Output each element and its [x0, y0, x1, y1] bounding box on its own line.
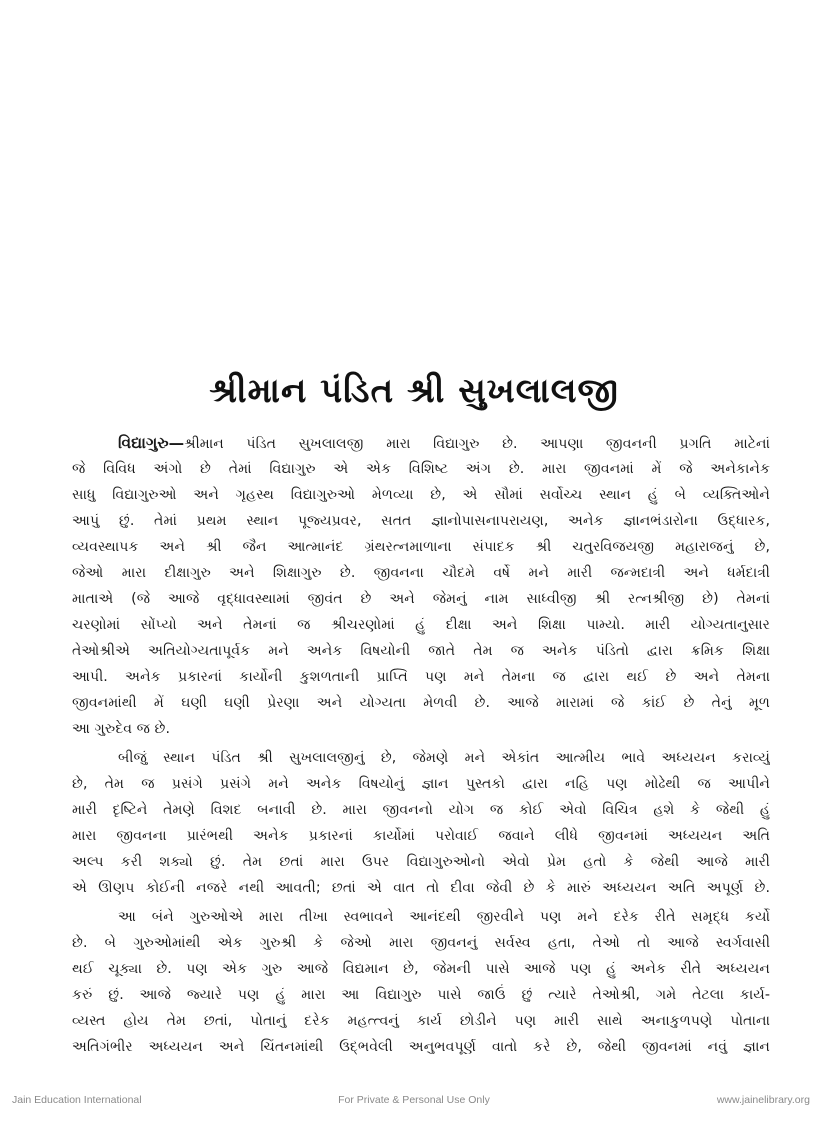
paragraph-line: વિદ્યાગુરુ—શ્રીમાન પંડિત સુખલાલજી મારા વિદ્યાગુરુ છે. આપણા જીવનની પ્રગતિ માટેનાં [118, 434, 770, 452]
paragraph-line: તેઓશ્રીએ અતિયોગ્યતાપૂર્વક મને અનેક વિષયોની જાતે તેમ જ અનેક પંડિતો દ્વારા ક્રમિક શિક્ષા [72, 643, 770, 659]
paragraph-line: છે. બે ગુરુઓમાંથી એક ગુરુશ્રી કે જેઓ મારા જીવનનું સર્વસ્વ હતા, તેઓ તો આજે સ્વર્ગવાસી [72, 935, 770, 951]
footer-usage-notice: For Private & Personal Use Only [338, 1094, 490, 1106]
paragraph-line: માતાએ (જે આજે વૃદ્ધાવસ્થામાં જીવંત છે અને જેમનું નામ સાધ્વીજી શ્રી રત્નશ્રીજી છે) તેમનાં [72, 591, 770, 607]
paragraph-line: સાધુ વિદ્યાગુરુઓ અને ગૃહસ્થ વિદ્યાગુરુઓ મેળવ્યા છે, એ સૌમાં સર્વોચ્ચ સ્થાન હું બે વ્યક્તિઓને [72, 487, 770, 503]
paragraph-line: મારી દૃષ્ટિને તેમણે વિશદ બનાવી છે. મારા જીવનનો યોગ જ કોઈ એવો વિચિત્ર હશે કે જેથી હું [72, 802, 770, 818]
website-link[interactable]: www.jainelibrary.org [716, 1094, 810, 1106]
footer-publisher: Jain Education International [12, 1094, 142, 1106]
paragraph-line: બીજું સ્થાન પંડિત શ્રી સુખલાલજીનું છે, જેમણે મને એકાંત આત્મીય ભાવે અધ્યયન કરાવ્યું [118, 750, 770, 766]
paragraph-line: અતિગંભીર અધ્યયન અને ચિંતનમાંથી ઉદ્ભવેલી અનુભવપૂર્ણ વાતો કરે છે, જેથી જીવનમાં નવું જ્ઞાન [72, 1039, 770, 1055]
paragraph-line: આ બંને ગુરુઓએ મારા તીખા સ્વભાવને આનંદથી જીરવીને પણ મને દરેક રીતે સમૃદ્ધ કર્યો [118, 909, 770, 925]
paragraph-1 [72, 430, 770, 742]
paragraph-line: અલ્પ કરી શક્યો છું. તેમ છતાં મારા ઉપર વિદ્યાગુરુઓનો એવો પ્રેમ હતો કે જેથી આજે મારી [72, 854, 770, 870]
paragraph-line: વ્યસ્ત હોય તેમ છતાં, પોતાનું દરેક મહત્ત્વનું કાર્ય છોડીને પણ મારી સાથે અનાકુળપણે પોતાના [72, 1013, 770, 1029]
paragraph-line: જીવનમાંથી મેં ઘણી ઘણી પ્રેરણા અને યોગ્યતા મેળવી છે. આજે મારામાં જે કાંઈ છે તેનું મૂળ [72, 695, 770, 711]
paragraph-line: વ્યવસ્થાપક અને શ્રી જૈન આત્માનંદ ગ્રંથરત્નમાળાના સંપાદક શ્રી ચતુરવિજયજી મહારાજનું છે, [72, 539, 770, 555]
page-footer [0, 1092, 828, 1112]
paragraph-line: છે, તેમ જ પ્રસંગે પ્રસંગે મને અનેક વિષયોનું જ્ઞાન પુસ્તકો દ્વારા નહિ પણ મોઢેથી જ આપીને [72, 776, 770, 792]
paragraph-line: આપી. અનેક પ્રકારનાં કાર્યોની કુશળતાની પ્રાપ્તિ પણ મને તેમના જ દ્વારા થઈ છે અને તેમના [72, 669, 770, 685]
page-title: શ્રીમાન પંડિત શ્રી સુખલાલજી [209, 371, 619, 411]
paragraph-line: મારા જીવનના પ્રારંભથી અનેક પ્રકારનાં કાર્યોમાં પરોવાઈ જવાને લીધે જીવનમાં અધ્યયન અતિ [72, 828, 770, 844]
paragraph-line: જે વિવિધ અંગો છે તેમાં વિદ્યાગુરુ એ એક વિશિષ્ટ અંગ છે. મારા જીવનમાં મેં જે અનેકાનેક [72, 461, 770, 477]
paragraph-line: કરું છું. આજે જ્યારે પણ હું મારા આ વિદ્યાગુરુ પાસે જાઉં છું ત્યારે તેઓશ્રી, ગમે તેટલા કાર્ય- [72, 987, 770, 1003]
paragraph-line: ચરણોમાં સોંપ્યો અને તેમનાં જ શ્રીચરણોમાં હું દીક્ષા અને શિક્ષા પામ્યો. મારી યોગ્યતાનુસાર [72, 617, 770, 633]
paragraph-line: આ ગુરુદેવ જ છે. [72, 721, 171, 737]
paragraph-2 [72, 745, 770, 901]
footer-website-link[interactable] [717, 1094, 810, 1106]
paragraph-line: આપું છું. તેમાં પ્રથમ સ્થાન પૂજ્યપ્રવર, સતત જ્ઞાનોપાસનાપરાયણ, અનેક જ્ઞાનભંડારોના ઉદ્ધારક, [72, 513, 770, 529]
paragraph-line: થઈ ચૂક્યા છે. પણ એક ગુરુ આજે વિદ્યમાન છે, જેમની પાસે આજે પણ હું અનેક રીતે અધ્યયન [72, 961, 770, 977]
paragraph-line: એ ઊણપ કોઈની નજરે નથી આવતી; છતાં એ વાત તો દીવા જેવી છે કે મારું અધ્યયન અતિ અપૂર્ણ છે. [72, 880, 770, 896]
article-body [72, 430, 770, 1060]
paragraph-lead-heading: વિદ્યાગુરુ— [118, 434, 185, 452]
paragraph-line: જેઓ મારા દીક્ષાગુરુ અને શિક્ષાગુરુ છે. જીવનના ચૌદમે વર્ષે મને મારી જન્મદાત્રી અને ધર્મદાત્રી [72, 565, 770, 581]
paragraph-3 [72, 904, 770, 1060]
